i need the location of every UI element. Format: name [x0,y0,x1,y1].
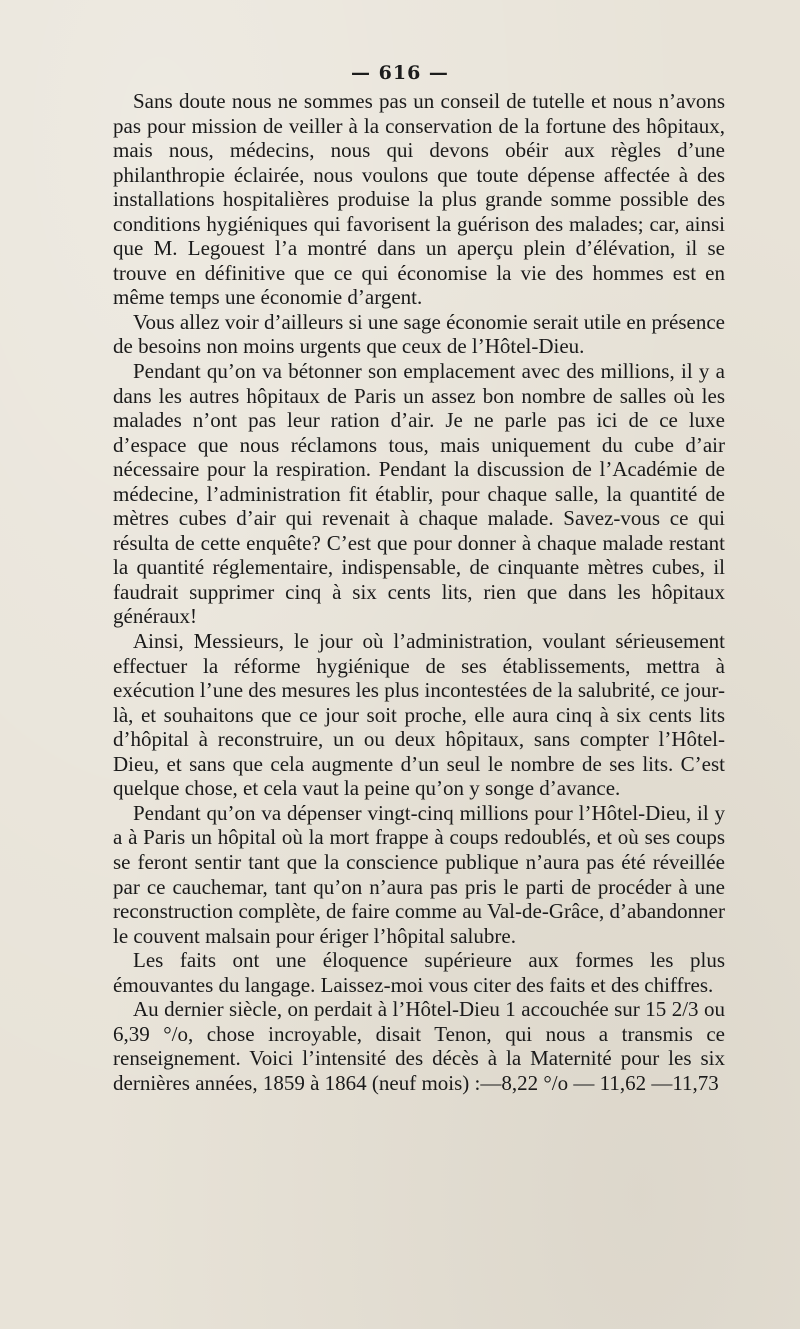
page-number: — 616 — [351,62,449,84]
paragraph: Pendant qu’on va dépenser vingt-cinq millions pour l’Hôtel-Dieu, il y a à Paris un hôpital où la mort frappe à coups redoublés, et où ses coups se feront sentir tant que la conscience publique n’aura pas été réveillée par ce cauchemar, tant qu’on n’aura pas pris le parti de procéder à une reconstruction complète, de faire comme au Val-de-Grâce, d’abandonner le couvent malsain pour ériger l’hôpital salubre. [113,800,725,948]
paragraph: Pendant qu’on va bétonner son emplacement avec des millions, il y a dans les autres hôpitaux de Paris un assez bon nombre de salles où les malades n’ont pas leur ration d’air. Je ne parle pas ici de ce luxe d’espace que nous réclamons tous, mais uniquement du cube d’air nécessaire pour la respiration. Pendant la discussion de l’Académie de médecine, l’administration fit établir, pour chaque salle, la quantité de mètres cubes d’air qui revenait à chaque malade. Savez-vous ce qui résulta de cette enquête? C’est que pour donner à chaque malade restant la quantité réglementaire, indispensable, de cinquante mètres cubes, il faudrait supprimer cinq à six cents lits, rien que dans les hôpitaux généraux! [113,359,725,629]
paragraph: Ainsi, Messieurs, le jour où l’administration, voulant sérieusement effectuer la réforme hygiénique de ses établissements, mettra à exécution l’une des mesures les plus incontestées de la salubrité, ce jour-là, et souhaitons que ce jour soit proche, elle aura cinq à six cents lits d’hôpital à reconstruire, un ou deux hôpitaux, sans compter l’Hôtel-Dieu, et sans que cela augmente d’un seul le nombre de ses lits. C’est quelque chose, et cela vaut la peine qu’on y songe d’avance. [113,629,725,801]
paragraph: Au dernier siècle, on perdait à l’Hôtel-Dieu 1 accouchée sur 15 2/3 ou 6,39 °/o, chose incroyable, disait Tenon, qui nous a transmis ce renseignement. Voici l’intensité des décès à la Maternité pour les six dernières années, 1859 à 1864 (neuf mois) :—8,22 °/o — 11,62 —11,73 [113,997,725,1095]
paragraph: Les faits ont une éloquence supérieure aux formes les plus émouvantes du langage. Laissez-moi vous citer des faits et des chiffres. [113,948,725,997]
paragraph: Vous allez voir d’ailleurs si une sage économie serait utile en présence de besoins non moins urgents que ceux de l’Hôtel-Dieu. [113,309,725,359]
paragraph: Sans doute nous ne sommes pas un conseil de tutelle et nous n’avons pas pour mission de veiller à la conservation de la fortune des hôpitaux, mais nous, médecins, nous qui devons obéir aux règles d’une philanthropie éclairée, nous voulons que toute dépense affectée à des installations hospitalières produise la plus grande somme possible des conditions hygiéniques qui favorisent la guérison des malades; car, ainsi que M. Legouest l’a montré dans un aperçu plein d’élévation, il se trouve en définitive que ce qui économise la vie des hommes est en même temps une économie d’argent. [113,89,725,310]
body-text [113,89,725,1095]
